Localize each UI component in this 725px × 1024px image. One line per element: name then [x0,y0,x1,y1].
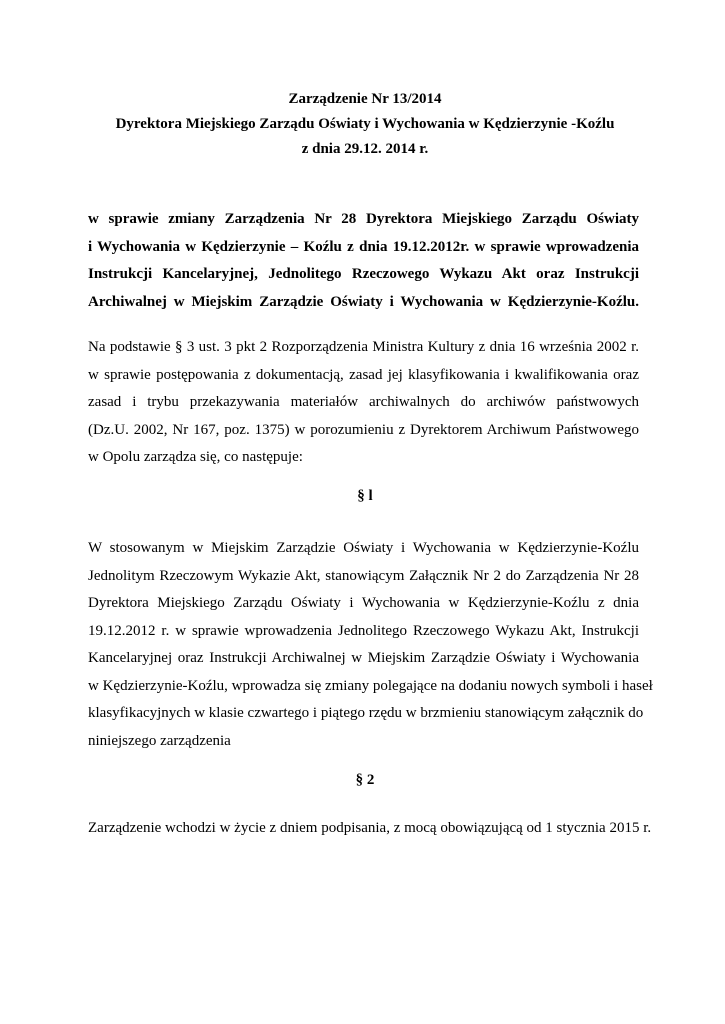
basis-line: w Opolu zarządza się, co następuje: [88,449,303,465]
subject-line: Instrukcji Kancelaryjnej, Jednolitego Rzeczowego Wykazu Akt oraz Instrukcji [88,266,639,282]
section-1-line: Dyrektora Miejskiego Zarządu Oświaty i Wychowania w Kędzierzynie-Koźlu z dnia [88,595,639,611]
section-2-paragraph [88,815,652,843]
document-header [80,87,650,162]
section-1-line: 19.12.2012 r. w sprawie wprowadzenia Jednolitego Rzeczowego Wykazu Akt, Instrukcji [88,622,639,639]
section-2-heading: § 2 [355,772,375,788]
section-1-line: niniejszego zarządzenia [88,732,231,749]
subject-paragraph [88,206,639,316]
section-1-line: Jednolitym Rzeczowym Wykazie Akt, stanowiącym Załącznik Nr 2 do Zarządzenia Nr 28 [88,567,639,584]
subject-line: w sprawie zmiany Zarządzenia Nr 28 Dyrektora Miejskiego Zarządu Oświaty [88,211,639,227]
basis-line: Na podstawie § 3 ust. 3 pkt 2 Rozporządzenia Ministra Kultury z dnia 16 września 2002 r. [88,339,639,355]
section-1-heading: § l [357,488,373,504]
document-title: Zarządzenie Nr 13/2014 [288,91,442,107]
section-1-line: W stosowanym w Miejskim Zarządzie Oświaty i Wychowania w Kędzierzynie-Koźlu [88,540,639,556]
basis-line: (Dz.U. 2002, Nr 167, poz. 1375) w porozumieniu z Dyrektorem Archiwum Państwowego [88,421,639,438]
section-1-line: Kancelaryjnej oraz Instrukcji Archiwalnej w Miejskim Zarządzie Oświaty i Wychowania [88,650,639,666]
basis-line: zasad i trybu przekazywania materiałów archiwalnych do archiwów państwowych [88,394,639,410]
basis-line: w sprawie postępowania z dokumentacją, zasad jej klasyfikowania i kwalifikowania oraz [88,366,639,383]
section-1-line: w Kędzierzynie-Koźlu, wprowadza się zmiany polegające na dodaniu nowych symboli i haseł [88,677,653,694]
subject-line: i Wychowania w Kędzierzynie – Koźlu z dnia 19.12.2012r. w sprawie wprowadzenia [88,238,639,255]
section-2-line: Zarządzenie wchodzi w życie z dniem podpisania, z mocą obowiązującą od 1 stycznia 2015 r. [88,820,652,836]
subject-line: Archiwalnej w Miejskim Zarządzie Oświaty i Wychowania w Kędzierzynie-Koźlu. [88,293,639,310]
document-issuer: Dyrektora Miejskiego Zarządu Oświaty i Wychowania w Kędzierzynie -Koźlu [115,116,615,132]
document-date: z dnia 29.12. 2014 r. [301,141,429,157]
legal-basis-paragraph [88,334,639,472]
section-1-paragraph [88,535,653,755]
section-1-line: klasyfikacyjnych w klasie czwartego i piątego rzędu w brzmieniu stanowiącym załącznik do [88,705,644,721]
